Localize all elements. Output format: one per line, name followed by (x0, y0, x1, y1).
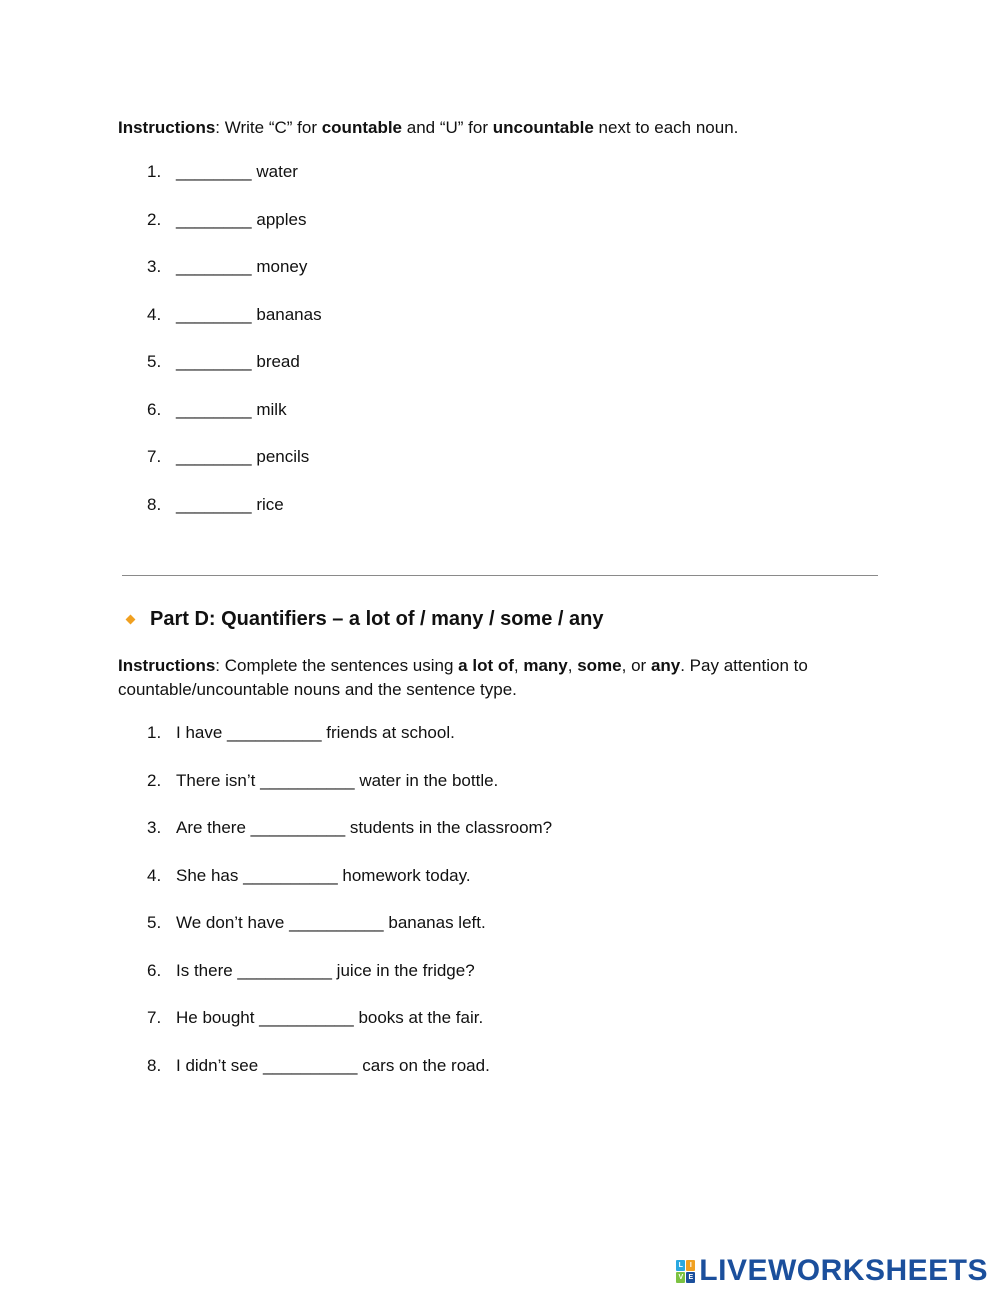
item-number: 2. (147, 770, 162, 790)
item-text[interactable]: ________ bananas (176, 304, 322, 324)
item-number: 3. (147, 818, 162, 837)
item-number: 1. (147, 723, 162, 742)
item-text[interactable]: ________ money (176, 257, 308, 276)
list-item (147, 445, 322, 493)
list-item (147, 303, 322, 351)
item-text[interactable]: I didn’t see __________ cars on the road. (176, 1055, 490, 1075)
part-d-sentence-list (147, 721, 552, 1101)
list-item (147, 255, 322, 303)
part-d-instructions: Instructions: Complete the sentences using a lot of, many, some, or any. Pay attention to countable/uncountable nouns and the sentence type. (118, 656, 808, 699)
part-c-instructions: Instructions: Write “C” for countable and “U” for uncountable next to each noun. (118, 118, 739, 137)
item-number: 5. (147, 913, 162, 932)
item-text[interactable]: ________ pencils (176, 447, 310, 466)
item-number: 2. (147, 209, 162, 229)
list-item (147, 350, 322, 398)
item-text[interactable]: There isn’t __________ water in the bottle. (176, 770, 499, 790)
list-item (147, 493, 322, 541)
item-text[interactable]: ________ apples (176, 209, 307, 229)
list-item (147, 911, 552, 959)
list-item (147, 1054, 552, 1102)
list-item (147, 816, 552, 864)
list-item (147, 208, 322, 256)
item-text[interactable]: ________ water (176, 162, 298, 181)
part-d-heading (124, 608, 603, 631)
list-item (147, 864, 552, 912)
logo-mark-icon: L I V E (676, 1260, 695, 1283)
liveworksheets-logo (676, 1254, 988, 1288)
list-item (147, 160, 322, 208)
item-text[interactable]: Are there __________ students in the classroom? (176, 818, 553, 837)
item-text[interactable]: Is there __________ juice in the fridge? (176, 960, 475, 980)
item-number: 3. (147, 257, 162, 276)
part-c-noun-list (147, 160, 322, 540)
list-item (147, 769, 552, 817)
item-number: 4. (147, 865, 162, 885)
section-divider (122, 575, 878, 576)
item-number: 7. (147, 1008, 162, 1027)
list-item (147, 1006, 552, 1054)
item-number: 5. (147, 352, 162, 371)
logo-text: LIVEWORKSHEETS (699, 1254, 988, 1287)
item-number: 7. (147, 447, 162, 466)
part-d-title: Part D: Quantifiers – a lot of / many / some / any (150, 608, 604, 630)
item-number: 4. (147, 304, 162, 324)
item-text[interactable]: ________ bread (176, 352, 300, 371)
item-number: 1. (147, 162, 162, 181)
item-text[interactable]: ________ rice (176, 494, 284, 514)
item-text[interactable]: We don’t have __________ bananas left. (176, 913, 486, 932)
list-item (147, 959, 552, 1007)
item-text[interactable]: She has __________ homework today. (176, 865, 471, 885)
item-text[interactable]: ________ milk (176, 399, 287, 419)
list-item (147, 721, 552, 769)
diamond-bullet-icon (126, 615, 136, 625)
item-number: 6. (147, 960, 162, 980)
item-number: 6. (147, 399, 162, 419)
item-text[interactable]: I have __________ friends at school. (176, 723, 455, 742)
item-number: 8. (147, 494, 162, 514)
item-number: 8. (147, 1055, 162, 1075)
list-item (147, 398, 322, 446)
item-text[interactable]: He bought __________ books at the fair. (176, 1008, 484, 1027)
